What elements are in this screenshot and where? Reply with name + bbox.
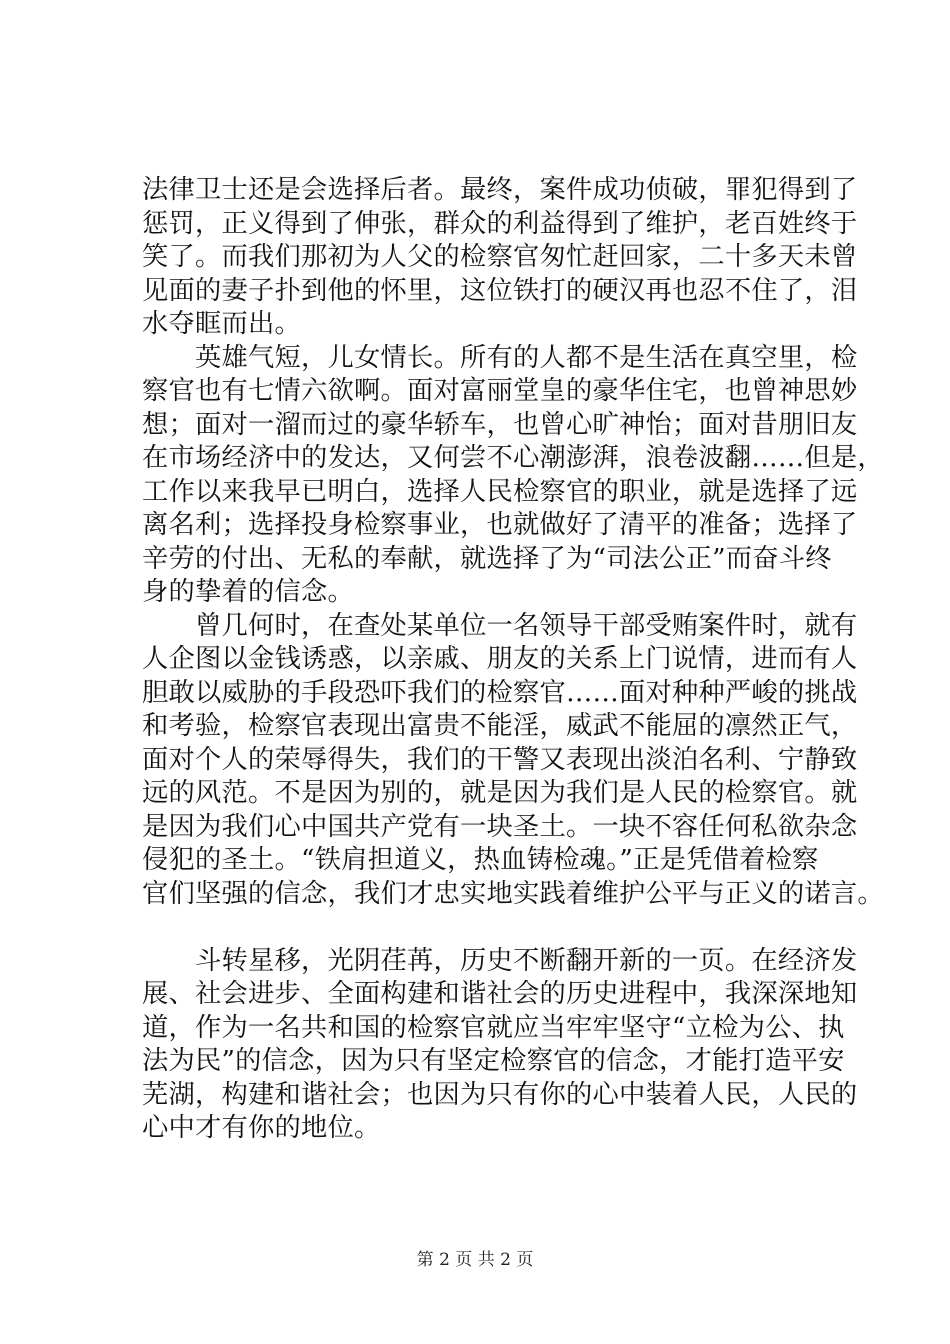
text-line: 工作以来我早已明白，选择人民检察官的职业，就是选择了远 xyxy=(142,476,858,507)
text-line: 是因为我们心中国共产党有一块圣土。一块不容任何私欲杂念 xyxy=(142,811,858,842)
text-line: 笑了。而我们那初为人父的检察官匆忙赶回家，二十多天未曾 xyxy=(142,242,858,272)
text-line: 侵犯的圣土。“铁肩担道义，热血铸检魂。”正是凭借着检察 xyxy=(142,845,819,875)
text-line: 官们坚强的信念，我们才忠实地实践着维护公平与正义的诺言。 xyxy=(142,878,884,909)
text-line: 离名利；选择投身检察事业，也就做好了清平的准备；选择了 xyxy=(142,510,858,540)
text-line: 英雄气短，儿女情长。所有的人都不是生活在真空里，检 xyxy=(142,342,858,373)
text-line: 展、社会进步、全面构建和谐社会的历史进程中，我深深地知 xyxy=(142,979,858,1009)
text-line: 察官也有七情六欲啊。面对富丽堂皇的豪华住宅，也曾神思妙 xyxy=(142,376,858,406)
text-line: 辛劳的付出、无私的奉献，就选择了为“司法公正”而奋斗终 xyxy=(142,543,832,574)
text-line: 在市场经济中的发达，又何尝不心潮澎湃，浪卷波翻……但是， xyxy=(142,443,884,473)
text-line: 心中才有你的地位。 xyxy=(142,1113,381,1143)
page-number-footer: 第 2 页 共 2 页 xyxy=(416,1250,534,1270)
text-line: 人企图以金钱诱惑，以亲戚、朋友的关系上门说情，进而有人 xyxy=(142,644,858,674)
text-line: 法为民”的信念，因为只有坚定检察官的信念，才能打造平安 xyxy=(142,1046,845,1076)
text-line: 曾几何时，在查处某单位一名领导干部受贿案件时，就有 xyxy=(142,610,858,641)
text-line: 斗转星移，光阴荏苒，历史不断翻开新的一页。在经济发 xyxy=(142,945,858,976)
paragraph-2 xyxy=(142,342,884,610)
text-line: 想；面对一溜而过的豪华轿车，也曾心旷神怡；面对昔朋旧友 xyxy=(142,409,858,440)
text-line: 见面的妻子扑到他的怀里，这位铁打的硬汉再也忍不住了，泪 xyxy=(142,275,858,306)
text-line: 面对个人的荣辱得失，我们的干警又表现出淡泊名利、宁静致 xyxy=(142,744,858,775)
text-line: 惩罚，正义得到了伸张，群众的利益得到了维护，老百姓终于 xyxy=(142,208,858,239)
paragraph-1 xyxy=(142,174,858,342)
text-line: 水夺眶而出。 xyxy=(142,309,301,339)
text-line: 法律卫士还是会选择后者。最终，案件成功侦破，罪犯得到了 xyxy=(142,175,858,205)
paragraph-spacer xyxy=(142,911,842,945)
document-body xyxy=(142,174,884,1146)
text-line: 胆敢以威胁的手段恐吓我们的检察官……面对种种严峻的挑战 xyxy=(142,677,858,708)
paragraph-4 xyxy=(142,945,858,1146)
text-line: 远的风范。不是因为别的，就是因为我们是人民的检察官。就 xyxy=(142,778,858,808)
text-line: 身的挚着的信念。 xyxy=(142,577,354,607)
paragraph-3 xyxy=(142,610,884,912)
text-line: 芜湖，构建和谐社会；也因为只有你的心中装着人民，人民的 xyxy=(142,1079,858,1110)
text-line: 道，作为一名共和国的检察官就应当牢牢坚守“立检为公、执 xyxy=(142,1012,845,1043)
text-line: 和考验，检察官表现出富贵不能淫，威武不能屈的凛然正气， xyxy=(142,711,858,741)
